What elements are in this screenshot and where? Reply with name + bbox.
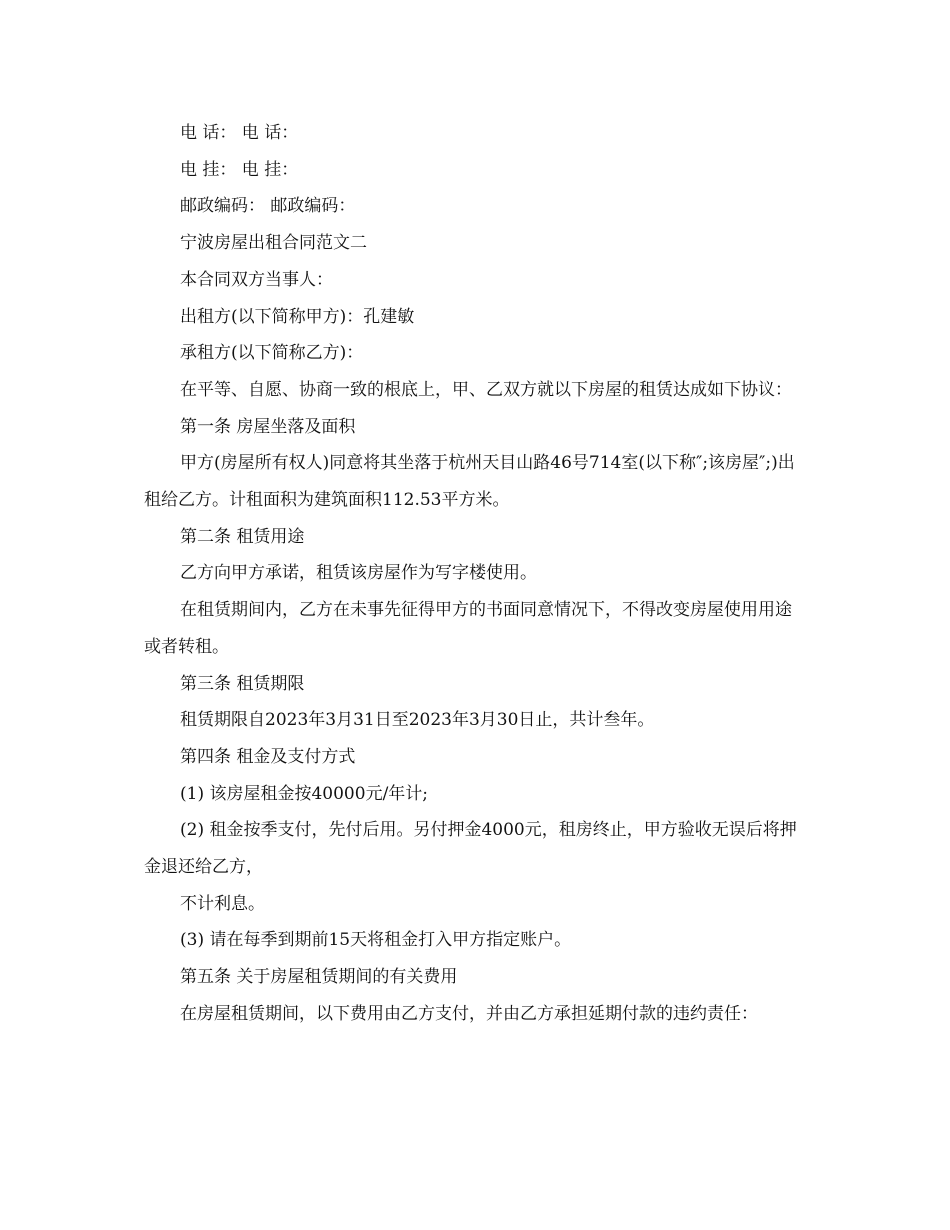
article-3-heading: 第三条 租赁期限 (180, 673, 305, 694)
lessor-line: 出租方(以下简称甲方)：孔建敏 (180, 306, 415, 327)
article-3-text: 租赁期限自2023年3月31日至2023年3月30日止，共计叁年。 (180, 710, 655, 731)
article-2-text-2: 在租赁期间内，乙方在未事先征得甲方的书面同意情况下，不得改变房屋使用用途或者转租。 (144, 600, 792, 657)
parties-intro: 本合同双方当事人： (180, 269, 333, 290)
agreement-preamble: 在平等、自愿、协商一致的根底上，甲、乙双方就以下房屋的租赁达成如下协议： (180, 379, 792, 400)
article-4-item-3: (3) 请在每季到期前15天将租金打入甲方指定账户。 (180, 930, 572, 951)
lessee-line: 承租方(以下简称乙方)： (180, 343, 364, 364)
postal-code-line: 邮政编码： 邮政编码： (180, 196, 356, 217)
article-5-text: 在房屋租赁期间，以下费用由乙方支付，并由乙方承担延期付款的违约责任： (180, 1003, 758, 1024)
article-2-heading: 第二条 租赁用途 (180, 526, 305, 547)
article-1-heading: 第一条 房屋坐落及面积 (180, 416, 356, 437)
article-4-item-2-cont: 不计利息。 (180, 893, 265, 914)
article-4-item-2: (2) 租金按季支付，先付后用。另付押金4000元，租房终止，甲方验收无误后将押金退还给乙方， (144, 820, 797, 878)
article-4-heading: 第四条 租金及支付方式 (180, 746, 356, 767)
contract-title: 宁波房屋出租合同范文二 (180, 233, 367, 254)
telegraph-line: 电 挂： 电 挂： (180, 159, 299, 180)
article-4-item-1: (1) 该房屋租金按40000元/年计; (180, 783, 429, 804)
article-5-heading: 第五条 关于房屋租赁期间的有关费用 (180, 967, 458, 988)
phone-line: 电 话： 电 话： (180, 123, 299, 143)
document-body (144, 115, 806, 1033)
article-1-text: 甲方(房屋所有权人)同意将其坐落于杭州天目山路46号714室(以下称″;该房屋″;)出租给乙方。计租面积为建筑面积112.53平方米。 (144, 453, 795, 511)
article-2-text-1: 乙方向甲方承诺，租赁该房屋作为写字楼使用。 (180, 563, 537, 584)
